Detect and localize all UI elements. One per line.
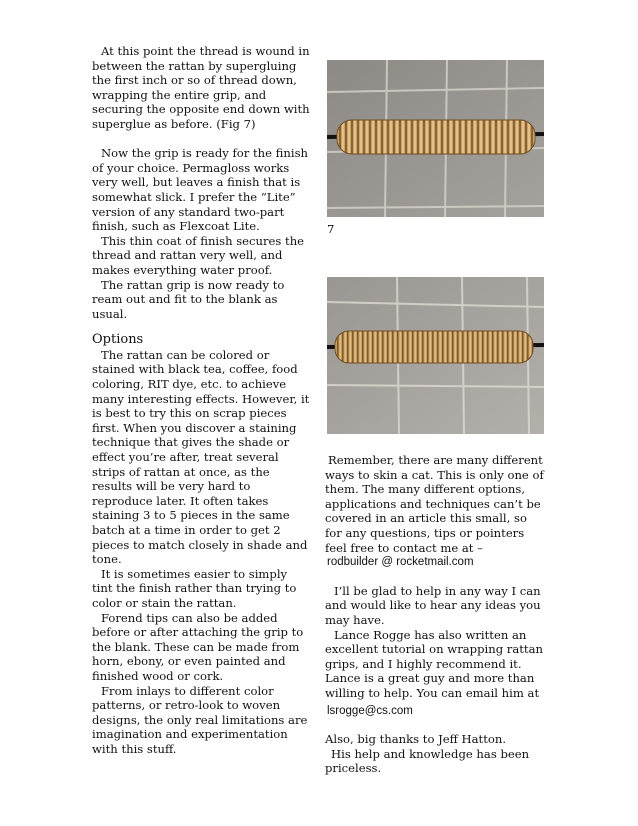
email-link-rodbuilder[interactable]: rodbuilder @ rocketmail.com (327, 556, 474, 569)
paragraph-priceless: His help and knowledge has been priceless. (325, 746, 530, 776)
rattan-grip-photo-fig7 (327, 60, 544, 217)
email-link-lsrogge[interactable]: lsrogge@cs.com (327, 704, 413, 717)
paragraph-inlays: From inlays to different color patterns, or retro-look to woven designs, the only real limitations are imagination and experimentation with this stuff. (92, 683, 308, 756)
options-heading: Options (92, 332, 144, 348)
paragraph-forend-tips: Forend tips can also be added before or after attaching the grip to the blank. These can be made from horn, ebony, or even painted and finished wood or cork. (92, 610, 304, 683)
right-column (325, 453, 545, 776)
paragraph-thin-coat: This thin coat of finish secures the thread and rattan very well, and makes everything water proof. (92, 233, 305, 277)
paragraph-staining: The rattan can be colored or stained with black tea, coffee, food coloring, RIT dye, etc. to achieve many interesting effects. However, it is best to try this on scrap pieces first. When you discover a staining technique that gives the shade or effect you’re after, treat several strips of rattan at once, as the results will be very hard to reproduce later. It often takes staining 3 to 5 pieces in the same batch at a time in order to get 2 pieces to match closely in shade and tone. (92, 347, 310, 567)
paragraph-glad-to-help: I’ll be glad to help in any way I can and would like to hear any ideas you may have. (325, 583, 541, 627)
paragraph-lance-rogge: Lance Rogge has also written an excellent tutorial on wrapping rattan grips, and I highly recommend it. Lance is a great guy and more than willing to help. You can email him at (325, 627, 543, 700)
paragraph-finish: Now the grip is ready for the finish of your choice. Permagloss works very well, but leaves a finish that is somewhat slick. I prefer the “Lite” version of any standard two-part finish, such as Flexcoat Lite. (92, 146, 308, 234)
paragraph-remember: Remember, there are many different ways to skin a cat. This is only one of them. The many different options, applications and techniques can’t be covered in an article this small, so for any questions, tips or pointers feel free to contact me at – (325, 453, 544, 555)
paragraph-thanks: Also, big thanks to Jeff Hatton. (325, 732, 507, 747)
paragraph-thread-wound: At this point the thread is wound in between the rattan by supergluing the first inch or so of thread down, wrapping the entire grip, and securing the opposite end down with superglue as before. (Fig 7) (92, 44, 310, 131)
paragraph-ream-out: The rattan grip is now ready to ream out and fit to the blank as usual. (92, 277, 285, 321)
rattan-grip-photo-2 (327, 277, 544, 434)
figure-7-label: 7 (327, 222, 335, 236)
paragraph-tint: It is sometimes easier to simply tint the finish rather than trying to color or stain the rattan. (92, 566, 297, 610)
left-column (92, 44, 310, 757)
